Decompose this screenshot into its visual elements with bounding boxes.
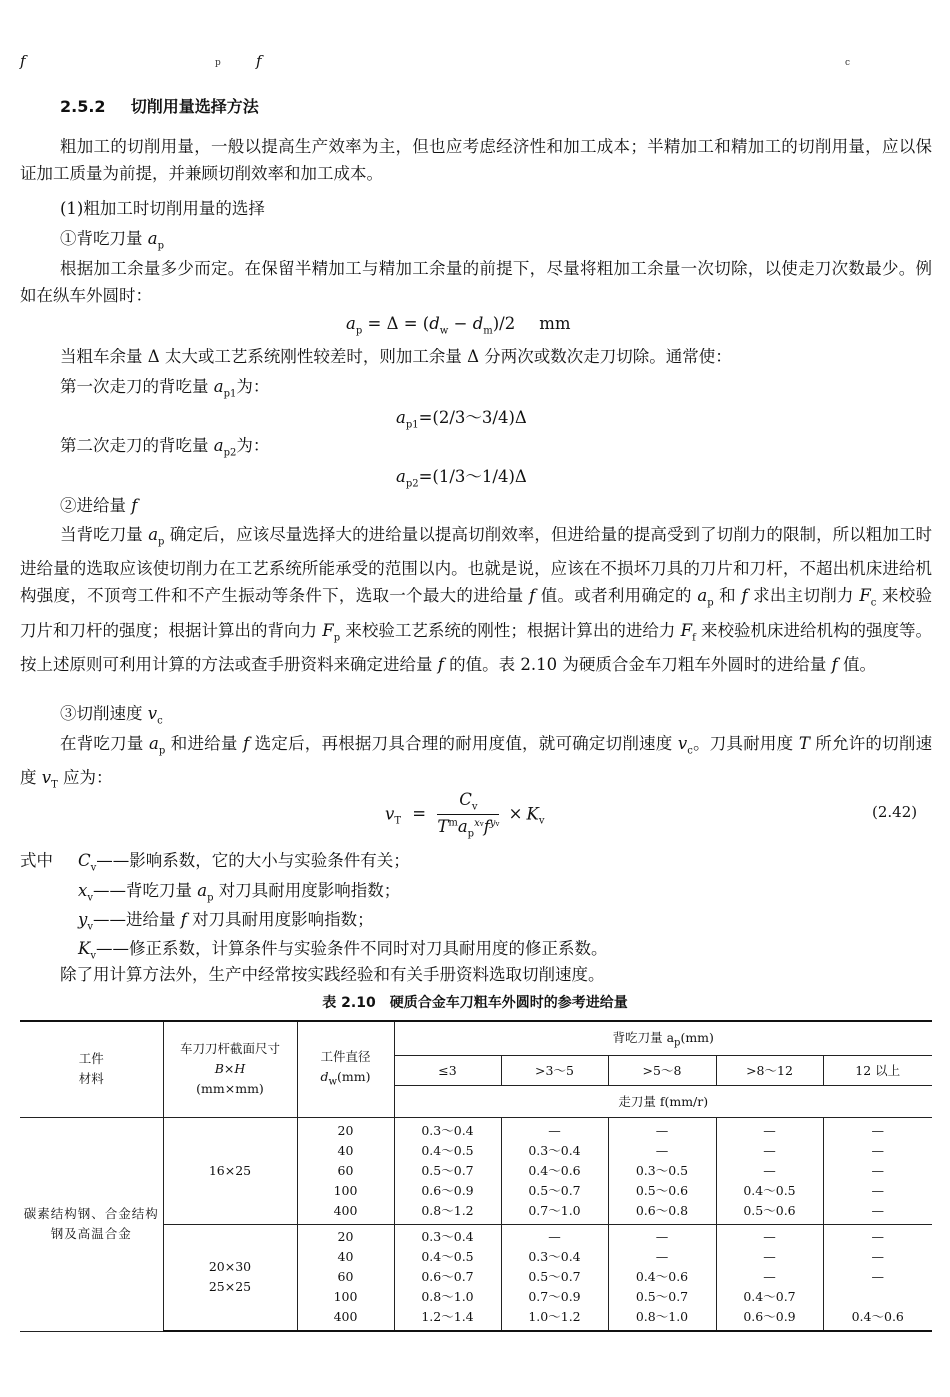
where-kv: $K_v——$修正系数，计算条件与实验条件不同时对刀具耐用度的修正系数。 bbox=[78, 939, 608, 962]
formula-cutting-speed: $v_T$ = $\frac{C_v}{T^ma_p^{xv}f^{yv}}$ × $K_v$ bbox=[385, 790, 545, 840]
depth-col-1: >3～5 bbox=[501, 1055, 608, 1085]
equation-number: (2.42) bbox=[872, 803, 918, 821]
where-xv: $x_v——$背吃刀量 $a_p$ 对刀具耐用度影响指数； bbox=[78, 881, 401, 904]
second-pass-label: 第二次走刀的背吃量 $a_{p2}$为： bbox=[60, 436, 270, 459]
paragraph-feed: 当背吃刀量 $a_p$ 确定后，应该尽量选择大的进给量以提高切削效率，但进给量的提高受到了切削力的限制，所以粗加工时进给量的选取应该使切削力在工艺系统所能承受的范围以内。也就是说，应该在不损坏刀具的刀片和刀杆，不超出机床进给机构强度，不顶弯工件和不产生振动等条件下，选取一个最大的进给量 f 值。或者利用确定的 $a_p$ 和 f 求出主切削力 $F_c$ 来校验刀片和刀杆的强度；根据计算出的背向力 $F_p$ 来校验工艺系统的刚性；根据计算出的进给力 $F_f$ 来校验机床进给机构的强度等。按上述原则可利用计算的方法或查手册资料来确定进给量 f 的值。表 2.10 为硬质合金车刀粗车外圆时的进给量 f 值。 bbox=[20, 525, 933, 674]
paragraph-excess: 当粗车余量 Δ 太大或工艺系统刚性较差时，则加工余量 Δ 分两次或数次走刀切除。通常使： bbox=[60, 347, 732, 366]
subsection-rough: (1)粗加工时切削用量的选择 bbox=[60, 199, 265, 218]
speed-fraction: $\frac{C_v}{T^ma_p^{xv}f^{yv}}$ bbox=[437, 790, 500, 840]
group2-section: 20×30 25×25 bbox=[163, 1224, 297, 1331]
top-fragment-p: p bbox=[215, 58, 221, 68]
group1-section: 16×25 bbox=[163, 1117, 297, 1224]
depth-col-4: 12 以上 bbox=[823, 1055, 932, 1085]
group2-col-0: 0.3～0.4 0.4～0.5 0.6～0.7 0.8～1.0 1.2～1.4 bbox=[394, 1224, 501, 1331]
item-feed: ②进给量 f bbox=[60, 496, 138, 515]
section-title: 切削用量选择方法 bbox=[130, 97, 259, 116]
group2-diameters: 20 40 60 100 400 bbox=[297, 1224, 394, 1331]
feed-rate-table bbox=[20, 1020, 932, 1332]
formula-first-pass: $a_{p1}=(2/3\sim 3/4)\Delta$ bbox=[396, 408, 527, 431]
top-fragment-f1: f bbox=[20, 52, 26, 70]
top-fragment-c: c bbox=[845, 58, 851, 68]
header-section: 车刀刀杆截面尺寸 B×H (mm×mm) bbox=[163, 1021, 297, 1117]
section-number: 2.5.2 bbox=[60, 97, 106, 116]
intro-paragraph: 粗加工的切削用量，一般以提高生产效率为主，但也应考虑经济性和加工成本；半精加工和精加工的切削用量，应以保证加工质量为前提，并兼顾切削效率和加工成本。 bbox=[20, 137, 932, 183]
depth-col-3: >8～12 bbox=[716, 1055, 823, 1085]
where-cv: $C_v——$影响系数，它的大小与实验条件有关； bbox=[78, 851, 410, 874]
group1-col-4: — — — — — bbox=[823, 1117, 932, 1224]
item-cutting-speed: ③切削速度 $v_c$ bbox=[60, 704, 163, 727]
item-depth-of-cut: ①背吃刀量 $a_p$ bbox=[60, 229, 164, 252]
header-material: 工件 材料 bbox=[20, 1021, 163, 1117]
depth-col-0: ≤3 bbox=[394, 1055, 501, 1085]
top-fragment-f2: f bbox=[256, 52, 262, 70]
group2-col-3: — — — 0.4～0.7 0.6～0.9 bbox=[716, 1224, 823, 1331]
first-pass-label: 第一次走刀的背吃量 $a_{p1}$为： bbox=[60, 377, 270, 400]
formula-depth: $a_p = \Delta = (d_w - d_m)/2$ mm bbox=[346, 314, 571, 337]
closing-paragraph: 除了用计算方法外，生产中经常按实践经验和有关手册资料选取切削速度。 bbox=[60, 965, 605, 984]
group1-col-3: — — — 0.4～0.5 0.5～0.6 bbox=[716, 1117, 823, 1224]
material-cell: 碳素结构钢、合金结构钢及高温合金 bbox=[20, 1117, 163, 1331]
table-caption: 表 2.10 硬质合金车刀粗车外圆时的参考进给量 bbox=[322, 995, 628, 1011]
header-feed: 走刀量 f(mm/r) bbox=[394, 1085, 932, 1117]
group1-col-1: — 0.3～0.4 0.4～0.6 0.5～0.7 0.7～1.0 bbox=[501, 1117, 608, 1224]
section-heading bbox=[60, 94, 259, 117]
group2-col-4: — — — 0.4～0.6 bbox=[823, 1224, 932, 1331]
formula-second-pass: $a_{p2}=(1/3\sim 1/4)\Delta$ bbox=[396, 467, 527, 490]
group1-col-2: — — 0.3～0.5 0.5～0.6 0.6～0.8 bbox=[608, 1117, 716, 1224]
paragraph-depth: 根据加工余量多少而定。在保留半精加工与精加工余量的前提下，尽量将粗加工余量一次切除，以使走刀次数最少。例如在纵车外圆时： bbox=[20, 259, 932, 305]
header-diameter: 工件直径 $d_w(mm)$ bbox=[297, 1021, 394, 1117]
group2-col-1: — 0.3～0.4 0.5～0.7 0.7～0.9 1.0～1.2 bbox=[501, 1224, 608, 1331]
group2-col-2: — — 0.4～0.6 0.5～0.7 0.8～1.0 bbox=[608, 1224, 716, 1331]
where-yv: $y_v——$进给量 f 对刀具耐用度影响指数； bbox=[78, 910, 374, 933]
paragraph-speed: 在背吃刀量 $a_p$ 和进给量 f 选定后，再根据刀具合理的耐用度值，就可确定切削速度 $v_c$。刀具耐用度 T 所允许的切削速度 $v_T$ 应为： bbox=[20, 734, 933, 791]
where-label: 式中 bbox=[20, 851, 53, 870]
depth-col-2: >5～8 bbox=[608, 1055, 716, 1085]
group1-col-0: 0.3～0.4 0.4～0.5 0.5～0.7 0.6～0.9 0.8～1.2 bbox=[394, 1117, 501, 1224]
group1-diameters: 20 40 60 100 400 bbox=[297, 1117, 394, 1224]
header-depth: 背吃刀量 $a_p(mm)$ bbox=[394, 1021, 932, 1055]
